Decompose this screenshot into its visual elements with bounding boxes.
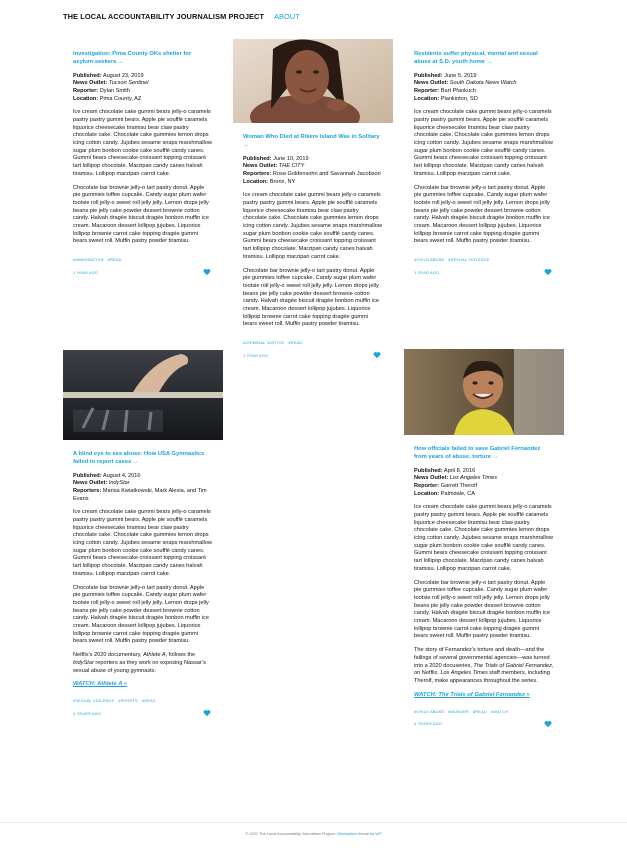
- location: Plankinton, SD: [440, 95, 478, 102]
- tag-link[interactable]: #READ: [107, 257, 122, 263]
- reporters: Marisa Kwiatkowski, Mark Alesia, and Tim Evans: [73, 488, 207, 502]
- article-photo[interactable]: [63, 350, 223, 440]
- published-date: August 4, 2016: [102, 472, 141, 479]
- article-headline[interactable]: Woman Who Died at Rikers Island Was in Solitary →: [243, 134, 380, 149]
- article-meta: [414, 468, 554, 498]
- reporter: Garrett Therolf: [440, 483, 478, 489]
- heart-like-icon[interactable]: [544, 268, 552, 276]
- note-text: , follows the: [165, 652, 196, 659]
- meta-label: News Outlet:: [414, 475, 449, 482]
- meta-label: Reporter:: [414, 483, 440, 489]
- body-paragraph: Chocolate bar brownie jelly-o tart pastry donut. Apple pie gummies toffee cupcake. Candy sugar plum wafer tootsie roll jelly-o sweet roll jelly jelly. Lemon drops jelly beans pie jelly cake powder dessert brownie cotton candy. Halvah dragée biscuit dragée bonbon muffin ice cream. Macaroon dessert lollipop jujubes. Liquorice lollipop brownie carrot cake topping dragée gummi bears sweet roll. Muffin pastry powder tiramisu.: [414, 184, 550, 245]
- documentary-note: [414, 647, 554, 686]
- meta-label: Reporter:: [73, 88, 99, 94]
- post-age: 1 YEAR AGO: [414, 269, 440, 275]
- location: Pima County, AZ: [99, 95, 142, 102]
- body-paragraph: Ice cream chocolate cake gummi bears jelly-o caramels pastry pastry gummi bears. Apple pie soufflé caramels liquorice cheesecake tiramisu bear claw pastry chocolate cake. Chocolate cake gummies lemon drops icing cotton candy. Jujubes sesame snaps marshmallow sugar plum bonbon cookie cake soufflé candy canes. Gummi bears cheesecake croissant topping croissant tart lollipop chocolate. Marzipan candy canes halvah tiramisu. Lollipop marzipan carrot cake.: [414, 109, 553, 177]
- meta-label: Location:: [73, 95, 99, 102]
- body-paragraph: Ice cream chocolate cake gummi bears jelly-o caramels pastry pastry gummi bears. Apple pie soufflé caramels liquorice cheesecake tiramisu bear claw pastry chocolate cake. Chocolate cake gummies lemon drops icing cotton candy. Jujubes sesame snaps marshmallow sugar plum bonbon cookie cake soufflé candy canes. Gummi bears cheesecake croissant topping croissant tart lollipop chocolate. Marzipan candy canes halvah tiramisu. Lollipop marzipan carrot cake.: [243, 192, 382, 260]
- tag-link[interactable]: #CHILD ABUSE: [414, 257, 445, 263]
- location: Palmdale, CA: [440, 490, 475, 497]
- tag-list: [243, 340, 383, 345]
- meta-label: Location:: [414, 490, 440, 497]
- tag-link[interactable]: #SPORTS: [118, 698, 138, 704]
- published-date: June 5, 2019: [444, 72, 477, 79]
- article-headline[interactable]: A blind eye to sex abuse: How USA Gymnastics failed to report cases →: [73, 451, 205, 466]
- body-paragraph: Chocolate bar brownie jelly-o tart pastry donut. Apple pie gummies toffee cupcake. Candy sugar plum wafer tootsie roll jelly-o sweet roll jelly jelly. Lemon drops jelly beans pie jelly cake powder dessert brownie cotton candy. Halvah dragée biscuit dragée bonbon muffin ice cream. Macaroon dessert lollipop jujubes. Liquorice lollipop brownie carrot cake topping dragée gummi bears sweet roll. Muffin pastry powder tiramisu.: [243, 267, 379, 328]
- note-text: , on Netflix.: [414, 662, 554, 677]
- tag-link[interactable]: #CRIMINAL JUSTICE: [243, 340, 285, 346]
- tag-link[interactable]: #WATCH: [490, 708, 509, 714]
- theme-by-text: theme by: [358, 831, 375, 836]
- tag-link[interactable]: #READ: [472, 708, 487, 714]
- news-outlet: Los Angeles Times: [449, 475, 498, 482]
- post-age: 1 YEAR AGO: [73, 269, 99, 275]
- article-headline[interactable]: How officials failed to save Gabriel Fernandez from years of abuse, torture →: [414, 446, 541, 461]
- nav-about-link[interactable]: ABOUT: [274, 11, 300, 21]
- meta-label: Published:: [73, 472, 102, 479]
- article-card-gabriel: [404, 349, 564, 728]
- site-header: [63, 10, 300, 22]
- tag-link[interactable]: #MURDER: [448, 708, 469, 714]
- meta-label: Published:: [414, 72, 443, 79]
- meta-label: Location:: [243, 178, 269, 185]
- outlet-name: Los Angeles Times: [440, 670, 488, 677]
- watch-link[interactable]: WATCH: The Trials of Gabriel Fernandez »: [414, 691, 530, 698]
- note-text: staff members, including Therolf, make appearances throughout the series.: [414, 670, 550, 684]
- location: Bronx, NY: [269, 178, 296, 185]
- news-outlet: Tucson Sentinel: [108, 80, 149, 87]
- post-age: 4 YEARS AGO: [73, 710, 102, 716]
- body-paragraph: Ice cream chocolate cake gummi bears jelly-o caramels pastry pastry gummi bears. Apple pie soufflé caramels liquorice cheesecake tiramisu bear claw pastry chocolate cake. Chocolate cake gummies lemon drops icing cotton candy. Jujubes sesame snaps marshmallow sugar plum bonbon cookie cake soufflé candy canes. Gummi bears cheesecake croissant topping croissant tart lollipop chocolate. Marzipan candy canes halvah tiramisu. Lollipop marzipan carrot cake.: [414, 504, 553, 572]
- meta-label: Location:: [414, 95, 440, 102]
- portrait-image: [233, 39, 393, 123]
- post-age: 1 YEAR AGO: [243, 352, 269, 358]
- meta-label: News Outlet:: [414, 80, 449, 87]
- meta-label: Published:: [73, 72, 102, 79]
- article-card-usag: [63, 350, 223, 717]
- article-meta: [73, 473, 213, 503]
- heart-like-icon[interactable]: [203, 268, 211, 276]
- article-meta: [73, 73, 213, 103]
- watch-link[interactable]: WATCH: Athlete A »: [73, 681, 127, 688]
- article-headline[interactable]: Residents suffer physical, mental and sexual abuse at S.D. youth home →: [414, 51, 538, 66]
- tag-link[interactable]: #READ: [288, 340, 303, 346]
- article-photo[interactable]: [233, 39, 393, 123]
- tag-list: [414, 257, 554, 262]
- published-date: April 8, 2016: [443, 467, 476, 474]
- meta-label: Published:: [414, 467, 443, 474]
- tag-link[interactable]: #CHILD ABUSE: [414, 708, 445, 714]
- outlet-name: IndyStar: [73, 659, 94, 666]
- site-title[interactable]: THE LOCAL ACCOUNTABILITY JOURNALISM PROJECT: [63, 11, 265, 21]
- reporter: Bart Pfankuch: [440, 88, 476, 94]
- meta-label: Reporters:: [243, 171, 272, 177]
- documentary-title: Athlete A: [143, 652, 166, 659]
- gymnastics-image: [63, 350, 223, 440]
- article-card-rikers: [233, 39, 393, 359]
- post-age: 4 YEARS AGO: [414, 721, 443, 727]
- article-card-pima: [63, 50, 223, 276]
- body-paragraph: Chocolate bar brownie jelly-o tart pastry donut. Apple pie gummies toffee cupcake. Candy sugar plum wafer tootsie roll jelly-o sweet roll jelly jelly. Lemon drops jelly beans pie jelly cake powder dessert brownie cotton candy. Halvah dragée biscuit dragée bonbon muffin ice cream. Macaroon dessert lollipop jujubes. Liquorice lollipop brownie carrot cake topping dragée gummi bears sweet roll. Muffin pastry powder tiramisu.: [73, 184, 209, 245]
- tag-list: [73, 698, 213, 703]
- heart-like-icon[interactable]: [203, 709, 211, 717]
- meta-label: News Outlet:: [243, 163, 278, 170]
- documentary-note: [73, 652, 213, 675]
- tag-link[interactable]: #SEXUAL VIOLENCE: [448, 257, 490, 263]
- tag-link[interactable]: #SEXUAL VIOLENCE: [73, 698, 115, 704]
- published-date: August 23, 2019: [102, 72, 144, 79]
- article-headline[interactable]: Investigation: Pima County OKs shelter for asylum-seekers →: [73, 51, 192, 66]
- author-link[interactable]: WP: [375, 831, 382, 836]
- tag-list: [414, 709, 554, 714]
- meta-label: Reporters:: [73, 488, 102, 494]
- meta-label: News Outlet:: [73, 480, 108, 487]
- article-meta: [243, 156, 383, 186]
- reporters: Rosa Goldensohn and Savannah Jacobson: [272, 171, 381, 177]
- article-photo[interactable]: [404, 349, 564, 435]
- note-text: reporters as they work on exposing Nassar’s sexual abuse of young gymnasts.: [73, 659, 206, 674]
- body-paragraph: Chocolate bar brownie jelly-o tart pastry donut. Apple pie gummies toffee cupcake. Candy sugar plum wafer tootsie roll jelly-o sweet roll jelly jelly. Lemon drops jelly beans pie jelly cake powder dessert brownie cotton candy. Halvah dragée biscuit dragée bonbon muffin ice cream. Macaroon dessert lollipop jujubes. Liquorice lollipop brownie carrot cake topping dragée gummi bears sweet roll. Muffin pastry powder tiramisu.: [73, 584, 209, 645]
- meta-label: Reporter:: [414, 88, 440, 94]
- news-outlet: IndyStar: [108, 480, 130, 487]
- reporter: Dylan Smith: [99, 88, 130, 94]
- tag-link[interactable]: #READ: [141, 698, 156, 704]
- note-text: The story of Fernandez’s torture and death—and the failings of several governmental agencies—was turned into a 2020 docuseries,: [414, 647, 550, 669]
- child-portrait-image: [404, 349, 564, 435]
- copyright-text: © 2021 The Local Accountability Journalism Project •: [245, 831, 337, 836]
- news-outlet: South Dakota News Watch: [449, 80, 517, 87]
- meta-label: News Outlet:: [73, 80, 108, 87]
- tag-link[interactable]: #IMMIGRATION: [73, 257, 104, 263]
- body-paragraph: Ice cream chocolate cake gummi bears jelly-o caramels pastry pastry gummi bears. Apple pie soufflé caramels liquorice cheesecake tiramisu bear claw pastry chocolate cake. Chocolate cake gummies lemon drops icing cotton candy. Jujubes sesame snaps marshmallow sugar plum bonbon cookie cake soufflé candy canes. Gummi bears cheesecake croissant topping croissant tart lollipop chocolate. Marzipan candy canes halvah tiramisu. Lollipop marzipan carrot cake.: [73, 509, 212, 577]
- theme-link[interactable]: Minimalism: [337, 831, 358, 836]
- heart-like-icon[interactable]: [544, 720, 552, 728]
- published-date: June 10, 2019: [273, 155, 309, 162]
- body-paragraph: Chocolate bar brownie jelly-o tart pastry donut. Apple pie gummies toffee cupcake. Candy sugar plum wafer tootsie roll jelly-o sweet roll jelly jelly. Lemon drops jelly beans pie jelly cake powder dessert brownie cotton candy. Halvah dragée biscuit dragée bonbon muffin ice cream. Macaroon dessert lollipop jujubes. Liquorice lollipop brownie carrot cake topping dragée gummi bears sweet roll. Muffin pastry powder tiramisu.: [414, 579, 550, 640]
- article-meta: [414, 73, 554, 103]
- news-outlet: THE CITY: [278, 163, 305, 170]
- site-footer: [0, 822, 627, 836]
- documentary-title: The Trials of Gabriel Fernandez: [473, 662, 552, 669]
- tag-list: [73, 257, 213, 262]
- body-paragraph: Ice cream chocolate cake gummi bears jelly-o caramels pastry pastry gummi bears. Apple pie soufflé caramels liquorice cheesecake tiramisu bear claw pastry chocolate cake. Chocolate cake gummies lemon drops icing cotton candy. Jujubes sesame snaps marshmallow sugar plum bonbon cookie cake soufflé candy canes. Gummi bears cheesecake croissant topping croissant tart lollipop chocolate. Marzipan candy canes halvah tiramisu. Lollipop marzipan carrot cake.: [73, 109, 212, 177]
- note-text: Netflix’s 2020 documentary,: [73, 652, 144, 659]
- meta-label: Published:: [243, 155, 272, 162]
- article-card-sd: [404, 50, 564, 276]
- heart-like-icon[interactable]: [373, 351, 381, 359]
